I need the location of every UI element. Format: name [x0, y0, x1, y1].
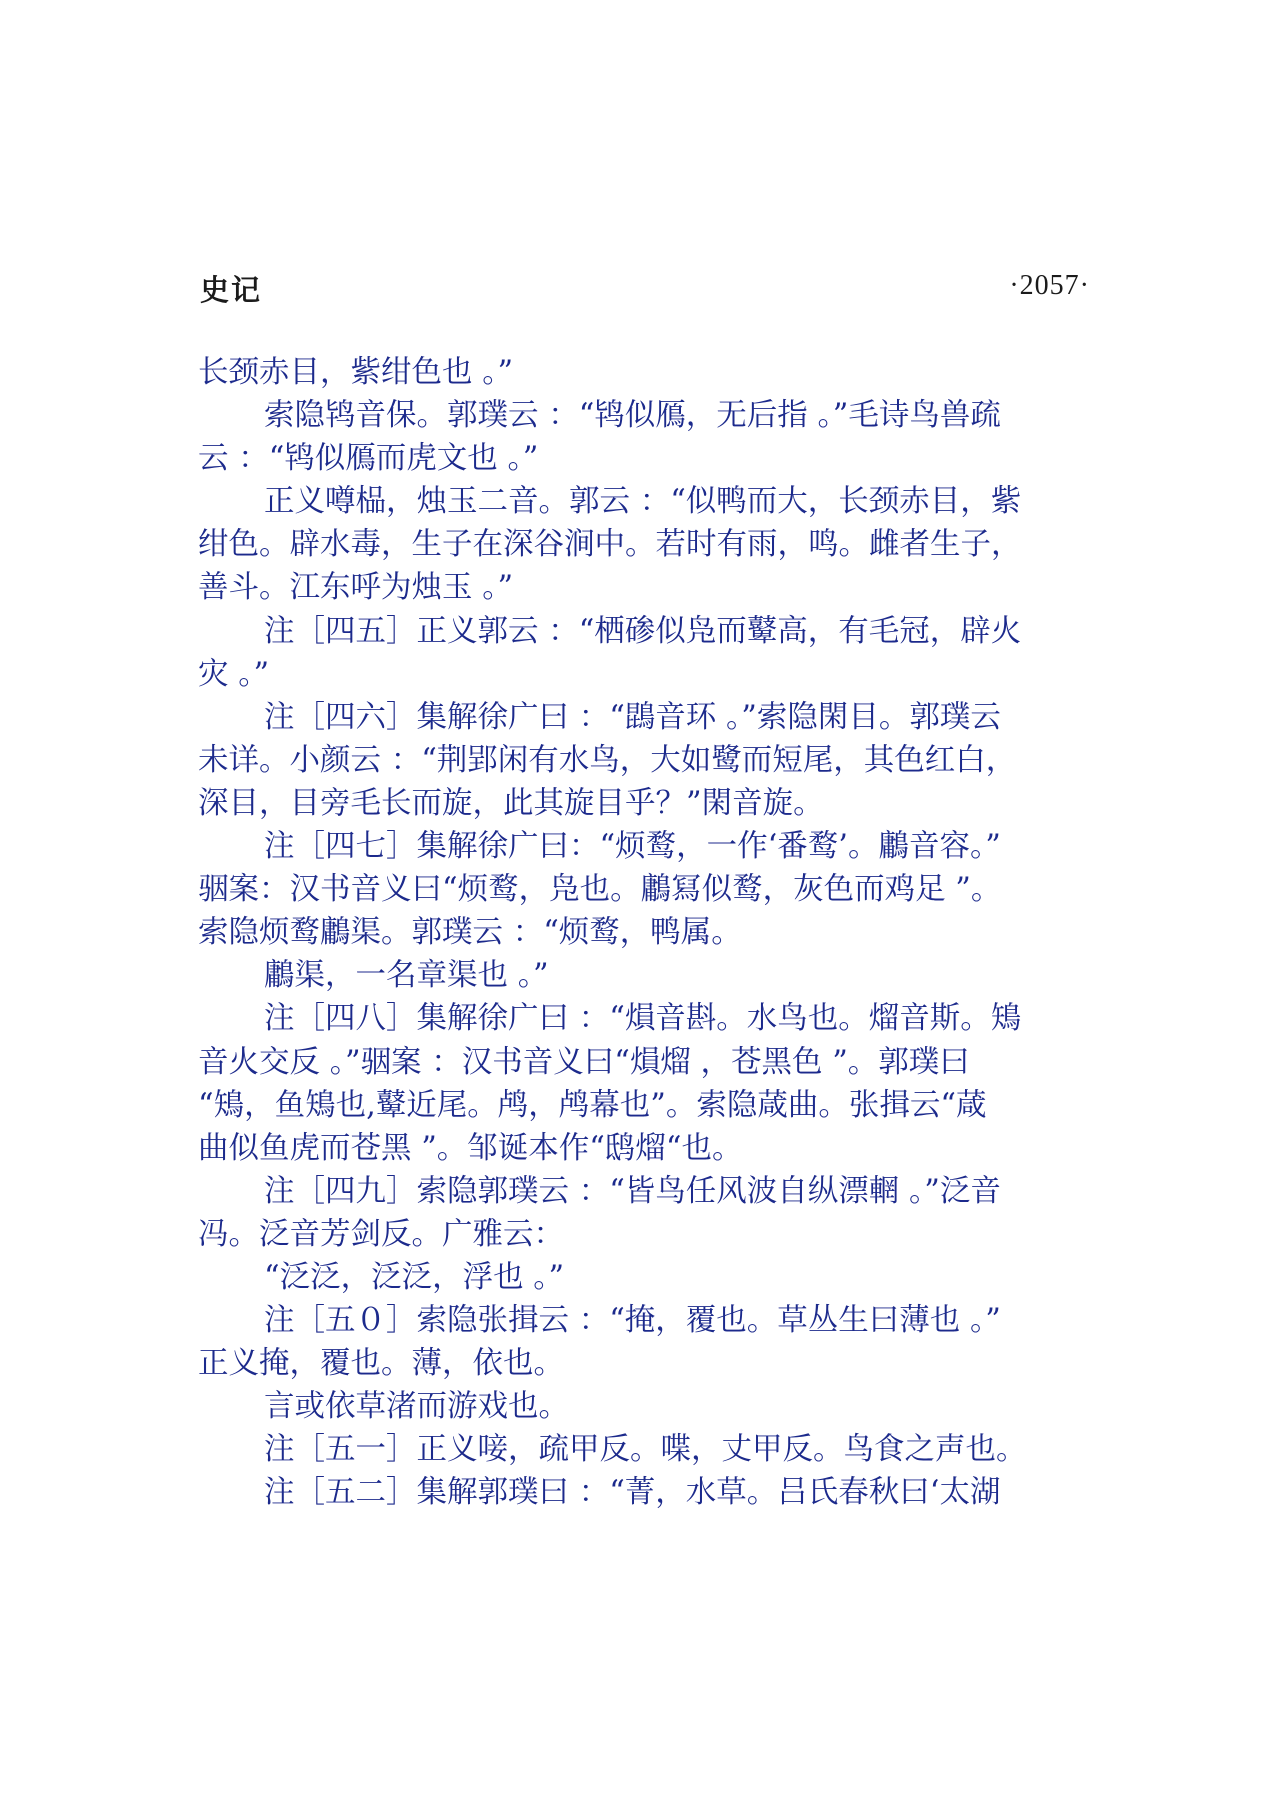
text-line: 注［四六］集解徐广曰 ：“鵾音环 。”索隐閑目。郭璞云	[264, 699, 1001, 735]
text-line: 注［五二］集解郭璞曰 ：“菁，水草。吕氏春秋曰‘太湖	[264, 1475, 1001, 1511]
text-line: 注［五０］索隐张揖云 ：“掩，覆也。草丛生曰薄也 。”	[264, 1303, 1001, 1339]
text-line: 正义掩，覆也。薄，依也。	[198, 1346, 564, 1382]
text-line: 深目，目旁毛长而旋，此其旋目乎？”閑音旋。	[198, 785, 824, 821]
text-line: 灾 。”	[198, 656, 270, 692]
text-line: 云 ：“鸨似鴈而虎文也 。”	[198, 441, 539, 477]
text-line: 长颈赤目，紫绀色也 。”	[198, 355, 514, 390]
text-line: 言或依草渚而游戏也。	[264, 1389, 569, 1425]
text-line: 骃案：汉书音义曰“烦鹜，凫也。鷛冩似鹜，灰色而鸡足 ”。	[198, 872, 1002, 908]
text-line: 注［四五］正义郭云 ：“栖碜似凫而鼙高，有毛冠，辟火	[264, 613, 1022, 649]
text-line: 索隐烦鹜鷛渠。郭璞云 ：“烦鹜，鸭属。	[198, 915, 742, 951]
text-line: 注［五一］正义唼，疏甲反。喋，丈甲反。鸟食之声也。	[264, 1432, 1027, 1468]
text-line: 善斗。江东呼为烛玉 。”	[198, 570, 514, 606]
body-text	[198, 351, 1092, 1515]
running-header	[200, 268, 1090, 312]
text-line: 绀色。辟水毒，生子在深谷涧中。若时有雨，鸣。雌者生子，	[198, 527, 1022, 563]
text-line: “鴙，鱼鴙也,鼙近尾。鸬，鸬幕也”。索隐葴曲。张揖云“葴	[198, 1087, 987, 1123]
text-line: 冯。泛音芳剑反。广雅云：	[198, 1216, 564, 1252]
text-line: 索隐鸨音保。郭璞云 ：“鸨似鴈，无后指 。”毛诗鸟兽疏	[264, 398, 1001, 434]
text-line: 正义噂榀，烛玉二音。郭云 ：“似鸭而大，长颈赤目，紫	[264, 484, 1022, 520]
page-number: ·2057·	[1009, 270, 1090, 301]
text-line: 未详。小颜云 ：“荆郢闲有水鸟，大如鹭而短尾，其色红白，	[198, 742, 1017, 778]
text-line: 鷛渠，一名章渠也 。”	[264, 958, 549, 994]
text-line: 注［四七］集解徐广曰：“烦鹜，一作‘番鹜’。鷛音容。”	[264, 829, 1001, 865]
book-title: 史记	[200, 273, 263, 307]
text-line: 曲似鱼虎而苍黑 ”。邹诞本作“鸱熘“也。	[198, 1130, 743, 1166]
text-line: “泛泛，泛泛，浮也 。”	[264, 1259, 565, 1295]
text-line: 注［四八］集解徐广曰 ：“熉音斟。水鸟也。熘音斯。鴙	[264, 1001, 1022, 1037]
text-line: 注［四九］索隐郭璞云 ：“皆鸟任风波自纵漂輞 。”泛音	[264, 1173, 1001, 1209]
text-line: 音火交反 。”骃案 ：汉书音义曰“熉熘 ，苍黑色 ”。郭璞曰	[198, 1044, 970, 1080]
